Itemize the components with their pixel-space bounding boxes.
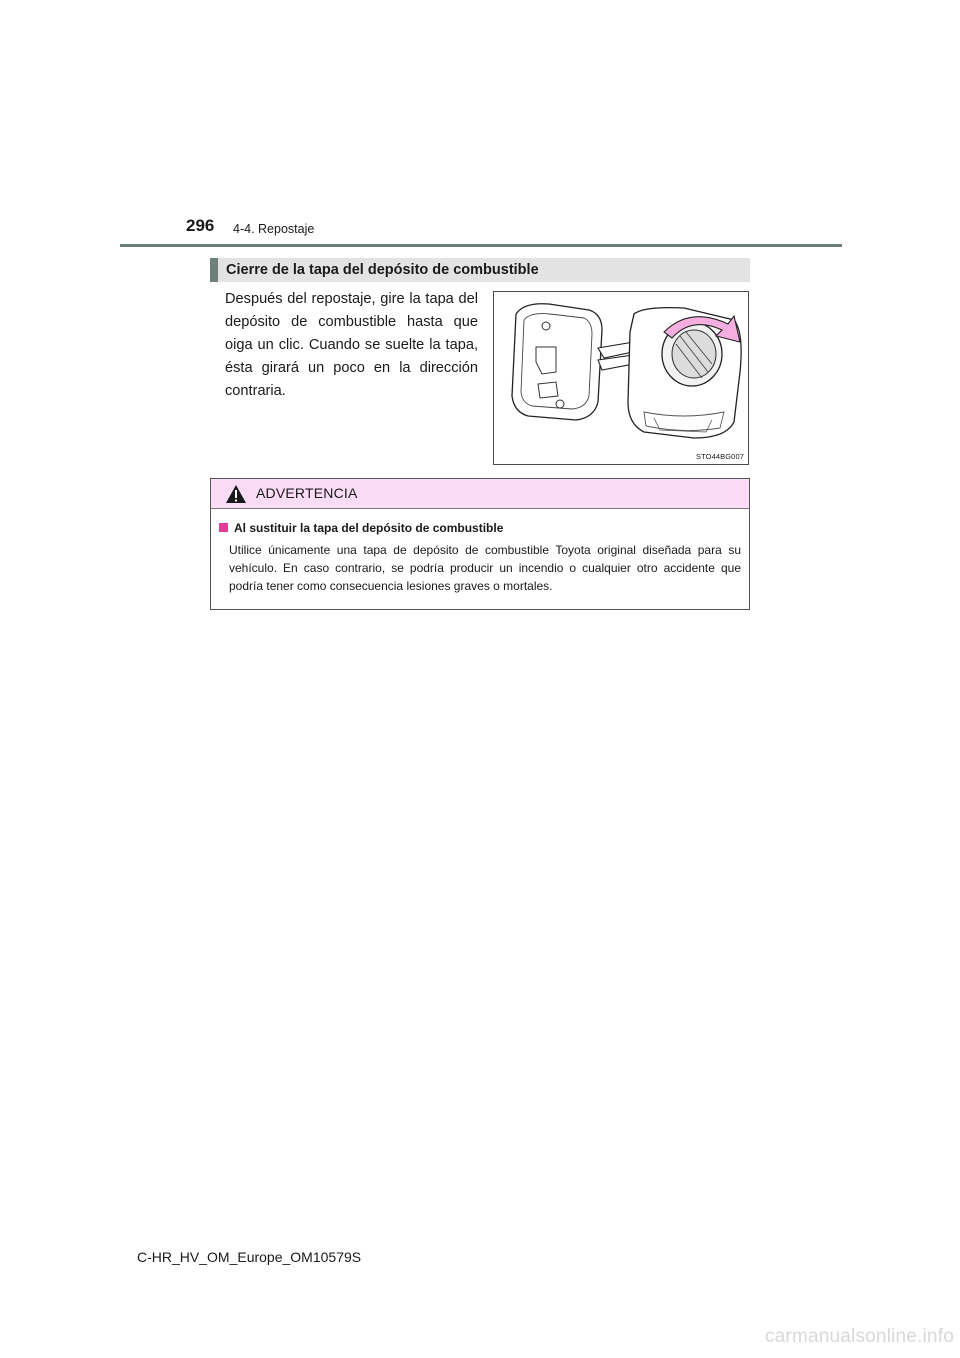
instruction-text: Después del repostaje, gire la tapa del depósito de combustible hasta que oiga un clic. Cuando se suelte la tapa, ésta girará un poco en la dirección contraria. xyxy=(225,291,478,399)
pink-square-icon xyxy=(219,523,228,532)
warning-triangle-icon xyxy=(225,484,247,504)
watermark: carmanualsonline.info xyxy=(764,1326,954,1347)
section-heading-text: Cierre de la tapa del depósito de combustible xyxy=(226,262,539,278)
section-label: 4-4. Repostaje xyxy=(233,222,315,236)
warning-text: Utilice únicamente una tapa de depósito de combustible Toyota original diseñada para su vehículo. En caso contrario, se podría producir un incendio o cualquier otro accidente que podría tener como consecuencia lesiones graves o mortales. xyxy=(229,543,741,593)
header-rule xyxy=(120,244,842,247)
warning-title: ADVERTENCIA xyxy=(256,485,358,501)
fuel-cap-illustration xyxy=(493,291,749,465)
warning-subtitle xyxy=(219,521,503,535)
fuel-door-drawing xyxy=(494,292,748,464)
page-number: 296 xyxy=(186,216,215,235)
warning-header xyxy=(211,479,749,509)
warning-subtitle-text: Al sustituir la tapa del depósito de combustible xyxy=(234,521,504,535)
figure-code: STO44BG007 xyxy=(696,452,744,461)
section-heading xyxy=(210,258,750,282)
footer-doc-code: C-HR_HV_OM_Europe_OM10579S xyxy=(137,1249,362,1265)
warning-box xyxy=(210,478,750,610)
